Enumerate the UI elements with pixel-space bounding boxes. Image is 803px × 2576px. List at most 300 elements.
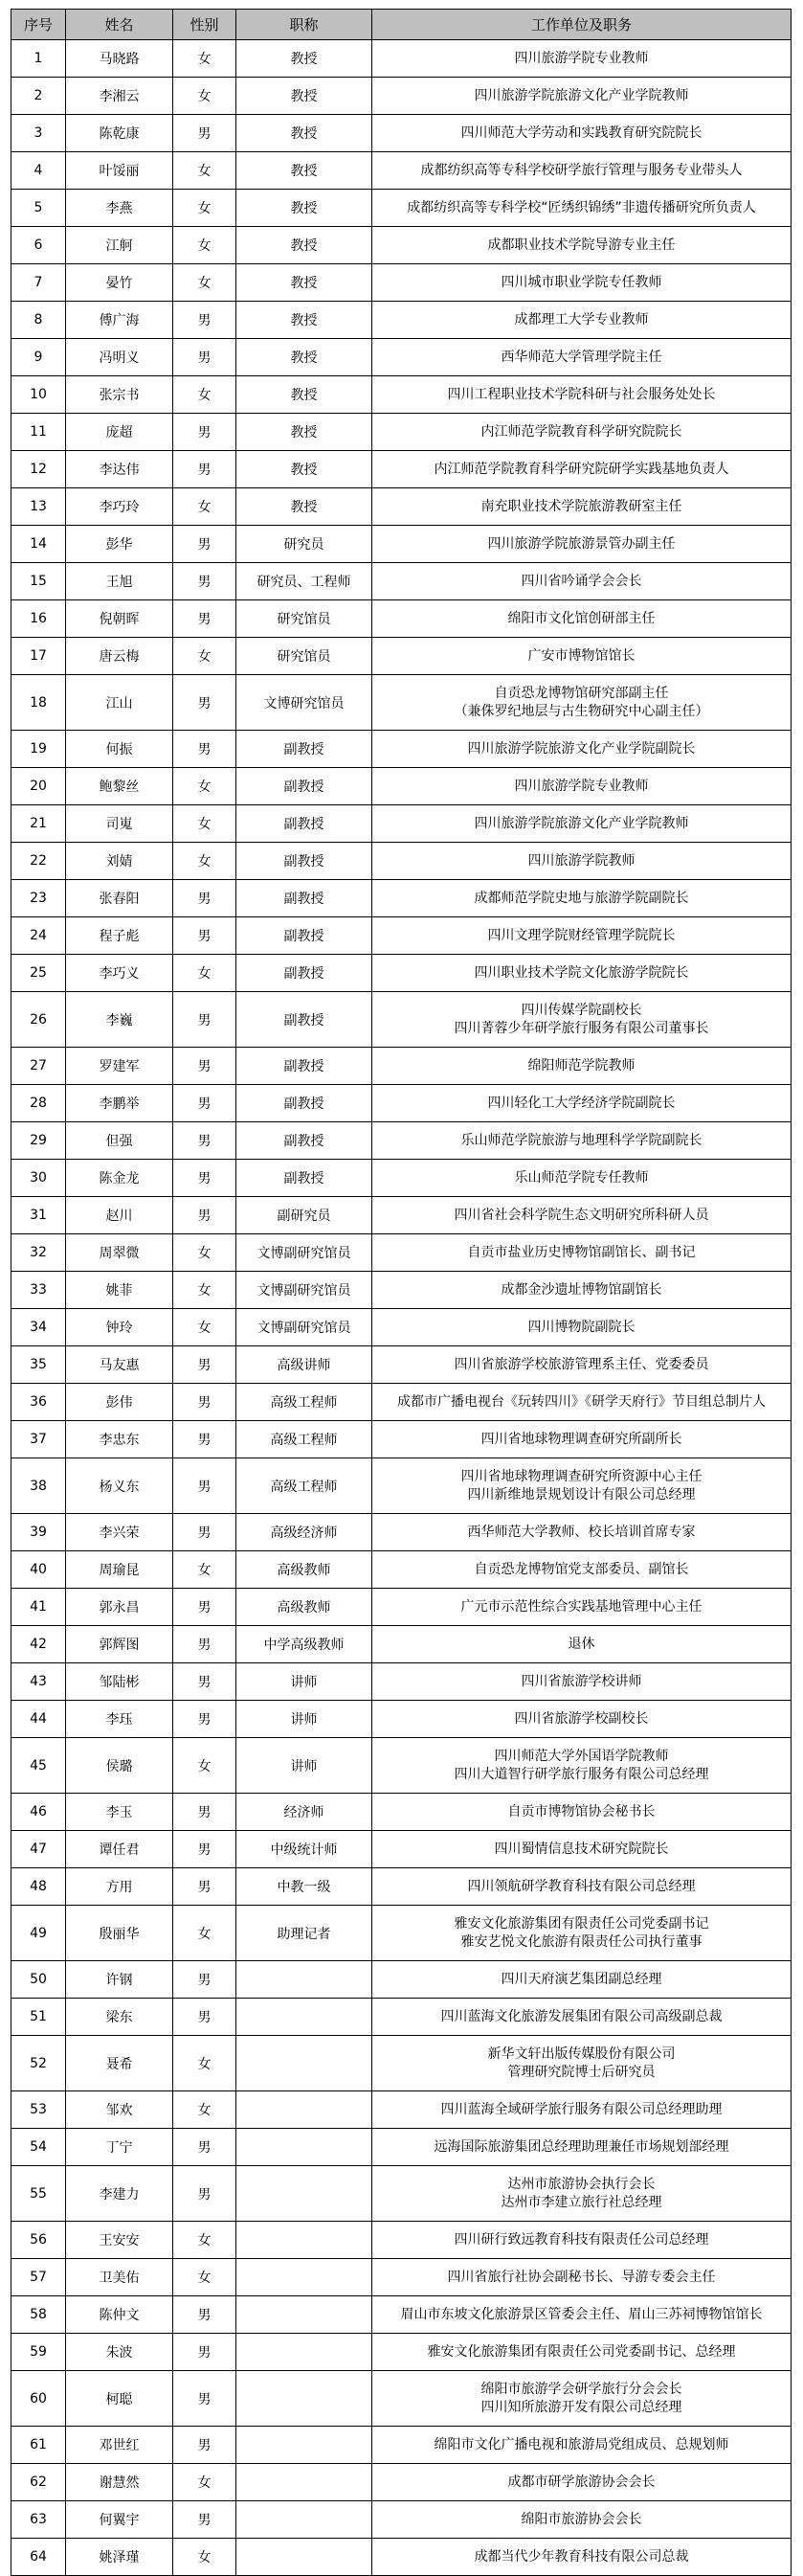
employer-line: 四川领航研学教育科技有限公司总经理 [467,1878,696,1894]
cell-name: 李巍 [66,992,173,1048]
cell-name: 卫美佑 [66,2259,173,2296]
cell-title: 教授 [236,488,372,526]
cell-title [236,1961,372,1999]
table-row [11,1085,792,1122]
cell-name: 张宗书 [66,376,173,414]
cell-number: 38 [11,1458,66,1514]
cell-name: 晏竹 [66,264,173,302]
cell-number: 48 [11,1868,66,1906]
cell-name: 傅广海 [66,302,173,339]
employer-line: 成都金沙遗址博物馆副馆长 [501,1281,662,1298]
cell-name: 叶馁丽 [66,152,173,190]
cell-title [236,2296,372,2334]
cell-number: 27 [11,1048,66,1085]
cell-employer [372,1048,792,1085]
cell-number: 28 [11,1085,66,1122]
cell-number: 7 [11,264,66,302]
employer-line: 成都市研学旅游协会会长 [507,2474,656,2490]
table-row [11,1961,792,1999]
cell-gender: 男 [173,1626,236,1663]
cell-name: 谭任君 [66,1831,173,1868]
cell-number: 20 [11,768,66,805]
table-row [11,414,792,451]
cell-gender: 男 [173,2334,236,2371]
employer-line: 成都理工大学专业教师 [514,311,649,328]
employer-line: 四川蓝海全域研学旅行服务有限公司总经理助理 [440,2101,723,2117]
cell-number: 13 [11,488,66,526]
cell-number: 56 [11,2222,66,2259]
cell-name: 李巧玲 [66,488,173,526]
table-row [11,2427,792,2464]
table-row [11,2371,792,2427]
employer-line: 内江师范学院教育科学研究院院长 [480,423,682,440]
cell-employer [372,638,792,675]
cell-name: 李兴荣 [66,1514,173,1551]
employer-line: 西华师范大学管理学院主任 [501,349,662,365]
employer-line: 四川省旅游学校旅游管理系主任、党委委员 [454,1356,709,1372]
cell-name: 梁东 [66,1999,173,2036]
cell-gender: 男 [173,992,236,1048]
cell-title: 副教授 [236,1048,372,1085]
cell-title: 文博副研究馆员 [236,1272,372,1309]
cell-title: 教授 [236,451,372,488]
cell-title [236,1999,372,2036]
cell-gender: 男 [173,1663,236,1701]
cell-employer [372,2222,792,2259]
cell-number: 23 [11,880,66,917]
cell-title: 高级教师 [236,1589,372,1626]
cell-gender: 女 [173,264,236,302]
cell-number: 26 [11,992,66,1048]
cell-name: 柯聪 [66,2371,173,2427]
cell-title: 中级统计师 [236,1831,372,1868]
cell-title: 副教授 [236,731,372,768]
cell-name: 邹欢 [66,2091,173,2129]
cell-name: 马晓路 [66,40,173,78]
header-number: 序号 [11,10,66,40]
employer-line: 四川省地球物理调查研究所副所长 [480,1431,682,1447]
cell-name: 张春阳 [66,880,173,917]
cell-name: 李达伟 [66,451,173,488]
table-row [11,115,792,152]
table-row [11,78,792,115]
table-row [11,1421,792,1458]
cell-employer [372,1999,792,2036]
employer-line: 绵阳市文化广播电视和旅游局党组成员、总规划师 [434,2436,729,2452]
table-row [11,675,792,731]
employer-line: 四川蓝海文化旅游发展集团有限公司高级副总裁 [440,2008,723,2024]
cell-title: 教授 [236,414,372,451]
table-row [11,1999,792,2036]
cell-number: 3 [11,115,66,152]
table-row [11,768,792,805]
cell-gender: 男 [173,1085,236,1122]
cell-number: 16 [11,600,66,638]
cell-employer [372,1197,792,1234]
cell-title: 教授 [236,376,372,414]
cell-employer [372,1831,792,1868]
table-row [11,1197,792,1234]
employer-line: 乐山师范学院旅游与地理科学学院副院长 [460,1132,703,1148]
cell-number: 47 [11,1831,66,1868]
cell-gender: 女 [173,2539,236,2576]
table-row [11,638,792,675]
cell-number: 40 [11,1551,66,1589]
cell-gender: 男 [173,115,236,152]
cell-name: 李鹏举 [66,1085,173,1122]
cell-title: 文博研究馆员 [236,675,372,731]
table-row [11,302,792,339]
cell-number: 55 [11,2166,66,2222]
employer-line: 眉山市东坡文化旅游景区管委会主任、眉山三苏祠博物馆馆长 [400,2306,763,2322]
table-row [11,339,792,376]
cell-gender: 男 [173,1701,236,1738]
cell-gender: 女 [173,227,236,264]
table-row [11,1048,792,1085]
cell-gender: 女 [173,78,236,115]
cell-title: 副教授 [236,805,372,843]
cell-title: 讲师 [236,1663,372,1701]
cell-employer [372,1234,792,1272]
cell-number: 33 [11,1272,66,1309]
cell-title: 高级工程师 [236,1384,372,1421]
cell-number: 19 [11,731,66,768]
employer-line: 绵阳市文化馆创研部主任 [507,610,656,626]
cell-employer [372,451,792,488]
cell-gender: 女 [173,843,236,880]
cell-number: 29 [11,1122,66,1160]
cell-title: 教授 [236,152,372,190]
employer-line: 四川省吟诵学会会长 [521,573,642,589]
table-body [11,40,792,2576]
cell-title: 副教授 [236,880,372,917]
cell-name: 李湘云 [66,78,173,115]
cell-number: 1 [11,40,66,78]
cell-gender: 男 [173,675,236,731]
cell-employer [372,2129,792,2166]
employer-line: 达州市李建立旅行社总经理 [501,2194,662,2210]
cell-employer [372,2036,792,2091]
employer-line: 四川新维地景规划设计有限公司总经理 [467,1486,696,1503]
cell-number: 21 [11,805,66,843]
employer-line: 绵阳市旅游学会研学旅行分会会长 [480,2381,682,2397]
employer-line: 达州市旅游协会执行会长 [507,2176,656,2192]
cell-employer [372,1663,792,1701]
employer-line: 成都纺织高等专科学校“匠绣织锦绣”非遗传播研究所负责人 [407,199,756,215]
cell-gender: 女 [173,768,236,805]
cell-gender: 女 [173,2259,236,2296]
cell-employer [372,152,792,190]
employer-line: 远海国际旅游集团总经理助理兼任市场规划部经理 [434,2138,729,2155]
cell-name: 刘婧 [66,843,173,880]
cell-employer [372,600,792,638]
cell-title: 中教一级 [236,1868,372,1906]
cell-employer [372,414,792,451]
cell-name: 姚泽瑾 [66,2539,173,2576]
cell-name: 聂希 [66,2036,173,2091]
employer-line: 四川轻化工大学经济学院副院长 [487,1095,676,1111]
cell-employer [372,227,792,264]
employer-line: 四川天府演艺集团副总经理 [501,1971,662,1987]
employer-line: 四川城市职业学院专任教师 [501,274,662,290]
cell-name: 邓世红 [66,2427,173,2464]
employer-line: 广元市示范性综合实践基地管理中心主任 [460,1598,703,1615]
cell-number: 51 [11,1999,66,2036]
employer-line: 四川师范大学劳动和实践教育研究院院长 [460,124,703,141]
table-row [11,2222,792,2259]
cell-number: 9 [11,339,66,376]
table-row [11,843,792,880]
cell-name: 侯璐 [66,1738,173,1794]
cell-number: 14 [11,526,66,563]
table-row [11,992,792,1048]
employer-line: 雅安艺悦文化旅游有限责任公司执行董事 [460,1933,703,1950]
cell-gender: 女 [173,1551,236,1589]
cell-gender: 男 [173,1346,236,1384]
cell-name: 陈仲文 [66,2296,173,2334]
cell-title: 讲师 [236,1701,372,1738]
cell-employer [372,1421,792,1458]
cell-number: 62 [11,2464,66,2501]
cell-employer [372,2539,792,2576]
cell-gender: 男 [173,2129,236,2166]
cell-name: 冯明义 [66,339,173,376]
employer-line: 四川旅游学院旅游景管办副主任 [487,535,676,552]
cell-number: 50 [11,1961,66,1999]
header-title: 职称 [236,10,372,40]
cell-gender: 男 [173,302,236,339]
cell-title: 副教授 [236,768,372,805]
cell-title: 教授 [236,227,372,264]
cell-gender: 男 [173,1384,236,1421]
cell-name: 江山 [66,675,173,731]
cell-gender: 男 [173,1868,236,1906]
cell-title [236,2036,372,2091]
employer-line: 雅安文化旅游集团有限责任公司党委副书记 [454,1915,709,1932]
cell-number: 42 [11,1626,66,1663]
cell-name: 李燕 [66,190,173,227]
cell-gender: 女 [173,1738,236,1794]
employer-line: 自贡恐龙博物馆党支部委员、副馆长 [474,1561,689,1577]
cell-employer [372,1384,792,1421]
cell-employer [372,1701,792,1738]
table-row [11,1906,792,1961]
cell-number: 15 [11,563,66,600]
employer-line: （兼侏罗纪地层与古生物研究中心副主任） [454,703,709,719]
table-row [11,376,792,414]
employer-line: 绵阳市旅游协会会长 [521,2511,642,2527]
table-row [11,1738,792,1794]
table-row [11,955,792,992]
cell-employer [372,190,792,227]
cell-employer [372,40,792,78]
table-row [11,1514,792,1551]
cell-employer [372,1085,792,1122]
cell-employer [372,264,792,302]
cell-title: 教授 [236,115,372,152]
cell-title [236,2371,372,2427]
cell-gender: 男 [173,2427,236,2464]
table-row [11,805,792,843]
cell-employer [372,488,792,526]
cell-employer [372,2091,792,2129]
table-row [11,1551,792,1589]
cell-gender: 男 [173,1831,236,1868]
employer-line: 四川蜀情信息技术研究院院长 [494,1841,669,1857]
employer-line: 四川旅游学院旅游文化产业学院副院长 [467,740,696,757]
cell-title: 教授 [236,40,372,78]
employer-line: 四川旅游学院专业教师 [514,778,649,794]
table-row [11,1626,792,1663]
cell-gender: 男 [173,731,236,768]
cell-gender: 男 [173,2166,236,2222]
cell-title: 研究馆员 [236,600,372,638]
cell-number: 63 [11,2501,66,2539]
cell-employer [372,526,792,563]
cell-title [236,2091,372,2129]
cell-employer [372,1160,792,1197]
cell-name: 程子彪 [66,917,173,955]
cell-title: 副教授 [236,1085,372,1122]
cell-employer [372,955,792,992]
cell-gender: 男 [173,2296,236,2334]
cell-number: 10 [11,376,66,414]
cell-name: 朱波 [66,2334,173,2371]
cell-number: 64 [11,2539,66,2576]
cell-title [236,2334,372,2371]
cell-title: 高级讲师 [236,1346,372,1384]
employer-line: 内江师范学院教育科学研究院研学实践基地负责人 [434,461,729,477]
cell-title [236,2166,372,2222]
cell-name: 但强 [66,1122,173,1160]
employer-line: 四川职业技术学院文化旅游学院院长 [474,964,689,981]
cell-number: 58 [11,2296,66,2334]
table-row [11,264,792,302]
table-row [11,1122,792,1160]
table-row [11,2259,792,2296]
employer-line: 四川省社会科学院生态文明研究所科研人员 [454,1207,709,1223]
cell-gender: 男 [173,1122,236,1160]
employer-line: 四川知所旅游开发有限公司总经理 [480,2399,682,2415]
cell-name: 马友惠 [66,1346,173,1384]
cell-title: 研究员 [236,526,372,563]
cell-name: 王安安 [66,2222,173,2259]
cell-name: 何振 [66,731,173,768]
cell-name: 李玉 [66,1794,173,1831]
employer-line: 四川传媒学院副校长 [521,1002,642,1018]
cell-gender: 男 [173,1514,236,1551]
cell-title: 文博副研究馆员 [236,1234,372,1272]
header-employer: 工作单位及职务 [372,10,792,40]
cell-employer [372,2371,792,2427]
cell-gender: 女 [173,376,236,414]
expert-table [11,9,792,2576]
cell-name: 倪朝晖 [66,600,173,638]
cell-title: 高级教师 [236,1551,372,1589]
employer-line: 四川旅游学院旅游文化产业学院教师 [474,815,689,831]
cell-gender: 男 [173,1160,236,1197]
cell-title: 高级工程师 [236,1458,372,1514]
table-row [11,488,792,526]
employer-line: 自贡恐龙博物馆研究部副主任 [494,685,669,701]
cell-number: 8 [11,302,66,339]
table-row [11,1309,792,1346]
cell-title [236,2539,372,2576]
cell-employer [372,1272,792,1309]
cell-gender: 男 [173,414,236,451]
employer-line: 成都职业技术学院导游专业主任 [487,237,676,253]
cell-title [236,2427,372,2464]
cell-name: 许钢 [66,1961,173,1999]
employer-line: 广安市博物馆馆长 [527,647,636,664]
cell-title: 副教授 [236,1122,372,1160]
cell-title: 教授 [236,339,372,376]
cell-name: 罗建军 [66,1048,173,1085]
cell-employer [372,1551,792,1589]
cell-gender: 女 [173,1906,236,1961]
cell-name: 丁宁 [66,2129,173,2166]
employer-line: 绵阳师范学院教师 [527,1057,636,1073]
cell-number: 59 [11,2334,66,2371]
table-row [11,2129,792,2166]
cell-gender: 男 [173,600,236,638]
header-row [11,10,792,40]
cell-gender: 男 [173,1961,236,1999]
cell-number: 44 [11,1701,66,1738]
employer-line: 成都市广播电视台《玩转四川》《研学天府行》节目组总制片人 [397,1393,766,1410]
cell-employer [372,992,792,1048]
cell-employer [372,302,792,339]
cell-number: 12 [11,451,66,488]
table-row [11,1346,792,1384]
cell-title [236,2464,372,2501]
employer-line: 四川师范大学外国语学院教师 [494,1748,669,1764]
table-row [11,2334,792,2371]
cell-number: 57 [11,2259,66,2296]
cell-name: 周翠微 [66,1234,173,1272]
cell-name: 鲍黎丝 [66,768,173,805]
table-row [11,1589,792,1626]
cell-title: 高级经济师 [236,1514,372,1551]
cell-employer [372,2296,792,2334]
employer-line: 四川旅游学院教师 [527,852,636,869]
cell-name: 郭辉图 [66,1626,173,1663]
expert-list-sheet [11,9,791,2576]
cell-name: 彭伟 [66,1384,173,1421]
cell-number: 45 [11,1738,66,1794]
employer-line: 四川工程职业技术学院科研与社会服务处处长 [447,386,716,402]
cell-number: 4 [11,152,66,190]
cell-employer [372,1122,792,1160]
table-row [11,1701,792,1738]
cell-gender: 男 [173,451,236,488]
cell-title: 讲师 [236,1738,372,1794]
cell-gender: 女 [173,638,236,675]
cell-employer [372,2464,792,2501]
cell-number: 11 [11,414,66,451]
employer-line: 南充职业技术学院旅游教研室主任 [480,498,682,514]
table-row [11,1160,792,1197]
cell-name: 李珏 [66,1701,173,1738]
employer-line: 自贡市盐业历史博物馆副馆长、副书记 [467,1244,696,1260]
header-name: 姓名 [66,10,173,40]
cell-employer [372,843,792,880]
cell-number: 24 [11,917,66,955]
cell-name: 江舸 [66,227,173,264]
cell-title: 教授 [236,302,372,339]
cell-gender: 男 [173,526,236,563]
cell-gender: 女 [173,2091,236,2129]
